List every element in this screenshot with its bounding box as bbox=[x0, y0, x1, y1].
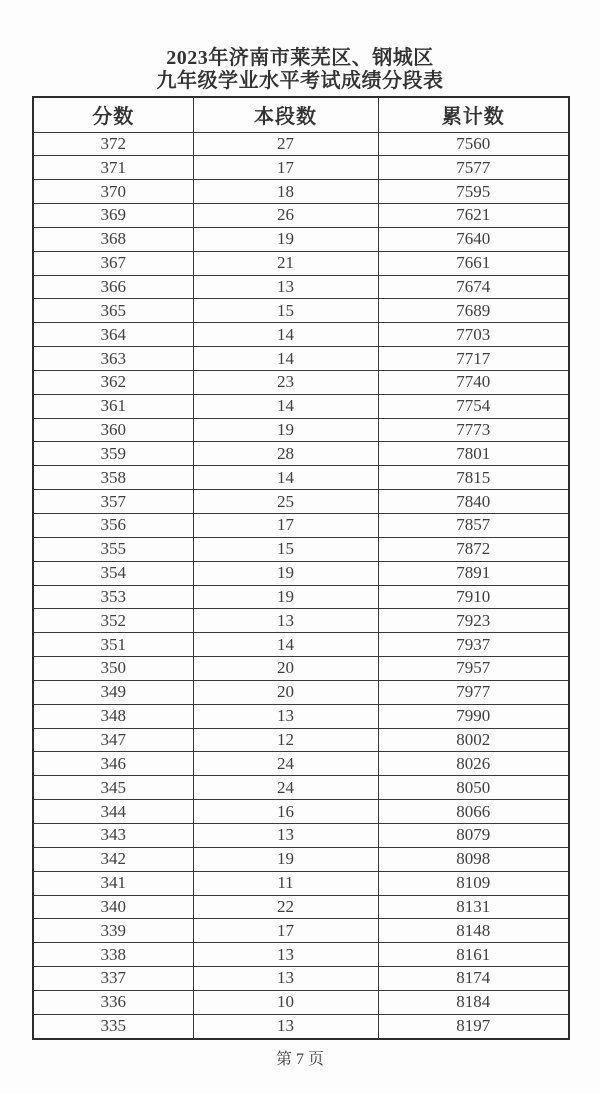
score-cell: 336 bbox=[33, 990, 193, 1014]
score-cell: 354 bbox=[33, 561, 193, 585]
table-row bbox=[33, 132, 569, 156]
score-cell: 371 bbox=[33, 156, 193, 180]
cumulative-count-cell: 7957 bbox=[378, 657, 569, 681]
score-cell: 366 bbox=[33, 275, 193, 299]
table-row bbox=[33, 585, 569, 609]
table-row bbox=[33, 180, 569, 204]
table-row bbox=[33, 752, 569, 776]
table-row bbox=[33, 466, 569, 490]
segment-count-cell: 10 bbox=[193, 990, 378, 1014]
segment-count-cell: 17 bbox=[193, 156, 378, 180]
score-distribution-table bbox=[32, 96, 570, 1040]
table-row bbox=[33, 895, 569, 919]
table-row bbox=[33, 657, 569, 681]
table-row bbox=[33, 633, 569, 657]
header-segment-count: 本段数 bbox=[193, 97, 378, 132]
segment-count-cell: 19 bbox=[193, 227, 378, 251]
cumulative-count-cell: 7923 bbox=[378, 609, 569, 633]
cumulative-count-cell: 8197 bbox=[378, 1014, 569, 1039]
segment-count-cell: 21 bbox=[193, 251, 378, 275]
table-row bbox=[33, 561, 569, 585]
score-cell: 351 bbox=[33, 633, 193, 657]
score-cell: 358 bbox=[33, 466, 193, 490]
cumulative-count-cell: 7773 bbox=[378, 418, 569, 442]
cumulative-count-cell: 8109 bbox=[378, 871, 569, 895]
table-row bbox=[33, 251, 569, 275]
score-cell: 350 bbox=[33, 657, 193, 681]
segment-count-cell: 19 bbox=[193, 418, 378, 442]
segment-count-cell: 25 bbox=[193, 490, 378, 514]
cumulative-count-cell: 7577 bbox=[378, 156, 569, 180]
score-cell: 342 bbox=[33, 847, 193, 871]
segment-count-cell: 13 bbox=[193, 704, 378, 728]
score-cell: 353 bbox=[33, 585, 193, 609]
score-cell: 372 bbox=[33, 132, 193, 156]
cumulative-count-cell: 7801 bbox=[378, 442, 569, 466]
cumulative-count-cell: 7661 bbox=[378, 251, 569, 275]
cumulative-count-cell: 8161 bbox=[378, 943, 569, 967]
score-cell: 355 bbox=[33, 537, 193, 561]
segment-count-cell: 24 bbox=[193, 752, 378, 776]
score-cell: 343 bbox=[33, 823, 193, 847]
segment-count-cell: 14 bbox=[193, 633, 378, 657]
table-row bbox=[33, 967, 569, 991]
table-row bbox=[33, 227, 569, 251]
cumulative-count-cell: 7754 bbox=[378, 394, 569, 418]
segment-count-cell: 28 bbox=[193, 442, 378, 466]
cumulative-count-cell: 8002 bbox=[378, 728, 569, 752]
segment-count-cell: 12 bbox=[193, 728, 378, 752]
table-row bbox=[33, 275, 569, 299]
cumulative-count-cell: 8131 bbox=[378, 895, 569, 919]
segment-count-cell: 17 bbox=[193, 919, 378, 943]
score-cell: 357 bbox=[33, 490, 193, 514]
header-score: 分数 bbox=[33, 97, 193, 132]
table-row bbox=[33, 299, 569, 323]
segment-count-cell: 13 bbox=[193, 823, 378, 847]
segment-count-cell: 17 bbox=[193, 514, 378, 538]
table-row bbox=[33, 514, 569, 538]
cumulative-count-cell: 8174 bbox=[378, 967, 569, 991]
score-cell: 352 bbox=[33, 609, 193, 633]
table-row bbox=[33, 394, 569, 418]
segment-count-cell: 13 bbox=[193, 1014, 378, 1039]
table-body bbox=[33, 132, 569, 1039]
score-cell: 359 bbox=[33, 442, 193, 466]
table-row bbox=[33, 823, 569, 847]
cumulative-count-cell: 7857 bbox=[378, 514, 569, 538]
segment-count-cell: 27 bbox=[193, 132, 378, 156]
score-cell: 362 bbox=[33, 370, 193, 394]
table-row bbox=[33, 347, 569, 371]
title-line-2: 九年级学业水平考试成绩分段表 bbox=[156, 70, 444, 92]
segment-count-cell: 13 bbox=[193, 609, 378, 633]
cumulative-count-cell: 7937 bbox=[378, 633, 569, 657]
score-cell: 367 bbox=[33, 251, 193, 275]
score-cell: 348 bbox=[33, 704, 193, 728]
cumulative-count-cell: 7640 bbox=[378, 227, 569, 251]
score-cell: 361 bbox=[33, 394, 193, 418]
segment-count-cell: 13 bbox=[193, 943, 378, 967]
table-row bbox=[33, 776, 569, 800]
segment-count-cell: 23 bbox=[193, 370, 378, 394]
table-row bbox=[33, 1014, 569, 1039]
score-cell: 365 bbox=[33, 299, 193, 323]
score-cell: 337 bbox=[33, 967, 193, 991]
cumulative-count-cell: 8050 bbox=[378, 776, 569, 800]
cumulative-count-cell: 7990 bbox=[378, 704, 569, 728]
score-cell: 347 bbox=[33, 728, 193, 752]
cumulative-count-cell: 8098 bbox=[378, 847, 569, 871]
table-row bbox=[33, 490, 569, 514]
table-row bbox=[33, 990, 569, 1014]
segment-count-cell: 13 bbox=[193, 967, 378, 991]
segment-count-cell: 15 bbox=[193, 537, 378, 561]
segment-count-cell: 11 bbox=[193, 871, 378, 895]
score-cell: 338 bbox=[33, 943, 193, 967]
cumulative-count-cell: 7740 bbox=[378, 370, 569, 394]
cumulative-count-cell: 7840 bbox=[378, 490, 569, 514]
score-cell: 341 bbox=[33, 871, 193, 895]
segment-count-cell: 19 bbox=[193, 561, 378, 585]
table-row bbox=[33, 156, 569, 180]
cumulative-count-cell: 7689 bbox=[378, 299, 569, 323]
segment-count-cell: 15 bbox=[193, 299, 378, 323]
cumulative-count-cell: 7910 bbox=[378, 585, 569, 609]
segment-count-cell: 22 bbox=[193, 895, 378, 919]
segment-count-cell: 24 bbox=[193, 776, 378, 800]
cumulative-count-cell: 8184 bbox=[378, 990, 569, 1014]
segment-count-cell: 14 bbox=[193, 394, 378, 418]
segment-count-cell: 16 bbox=[193, 800, 378, 824]
table-row bbox=[33, 204, 569, 228]
table-row bbox=[33, 871, 569, 895]
score-cell: 360 bbox=[33, 418, 193, 442]
table-row bbox=[33, 919, 569, 943]
score-cell: 356 bbox=[33, 514, 193, 538]
page-number: 第 7 页 bbox=[275, 1051, 324, 1068]
cumulative-count-cell: 7872 bbox=[378, 537, 569, 561]
cumulative-count-cell: 7815 bbox=[378, 466, 569, 490]
score-cell: 345 bbox=[33, 776, 193, 800]
table-row bbox=[33, 370, 569, 394]
segment-count-cell: 19 bbox=[193, 847, 378, 871]
cumulative-count-cell: 7977 bbox=[378, 680, 569, 704]
cumulative-count-cell: 8079 bbox=[378, 823, 569, 847]
table-row bbox=[33, 800, 569, 824]
table-header-row bbox=[33, 97, 569, 132]
score-cell: 340 bbox=[33, 895, 193, 919]
segment-count-cell: 14 bbox=[193, 466, 378, 490]
table-row bbox=[33, 442, 569, 466]
cumulative-count-cell: 7674 bbox=[378, 275, 569, 299]
cumulative-count-cell: 8148 bbox=[378, 919, 569, 943]
score-cell: 369 bbox=[33, 204, 193, 228]
score-cell: 344 bbox=[33, 800, 193, 824]
score-cell: 370 bbox=[33, 180, 193, 204]
segment-count-cell: 14 bbox=[193, 347, 378, 371]
page-title bbox=[0, 47, 600, 93]
table-row bbox=[33, 728, 569, 752]
table-row bbox=[33, 680, 569, 704]
score-cell: 335 bbox=[33, 1014, 193, 1039]
score-cell: 339 bbox=[33, 919, 193, 943]
cumulative-count-cell: 7717 bbox=[378, 347, 569, 371]
score-cell: 349 bbox=[33, 680, 193, 704]
segment-count-cell: 20 bbox=[193, 657, 378, 681]
segment-count-cell: 18 bbox=[193, 180, 378, 204]
cumulative-count-cell: 7560 bbox=[378, 132, 569, 156]
title-line-1: 2023年济南市莱芜区、钢城区 bbox=[166, 47, 434, 69]
score-cell: 364 bbox=[33, 323, 193, 347]
score-cell: 368 bbox=[33, 227, 193, 251]
cumulative-count-cell: 7621 bbox=[378, 204, 569, 228]
header-cumulative-count: 累计数 bbox=[378, 97, 569, 132]
cumulative-count-cell: 8026 bbox=[378, 752, 569, 776]
cumulative-count-cell: 7595 bbox=[378, 180, 569, 204]
cumulative-count-cell: 7891 bbox=[378, 561, 569, 585]
segment-count-cell: 19 bbox=[193, 585, 378, 609]
segment-count-cell: 13 bbox=[193, 275, 378, 299]
table-row bbox=[33, 323, 569, 347]
score-cell: 346 bbox=[33, 752, 193, 776]
table-row bbox=[33, 418, 569, 442]
segment-count-cell: 26 bbox=[193, 204, 378, 228]
cumulative-count-cell: 7703 bbox=[378, 323, 569, 347]
table-row bbox=[33, 609, 569, 633]
cumulative-count-cell: 8066 bbox=[378, 800, 569, 824]
segment-count-cell: 20 bbox=[193, 680, 378, 704]
table-row bbox=[33, 847, 569, 871]
score-cell: 363 bbox=[33, 347, 193, 371]
table-row bbox=[33, 704, 569, 728]
table-row bbox=[33, 537, 569, 561]
table-row bbox=[33, 943, 569, 967]
segment-count-cell: 14 bbox=[193, 323, 378, 347]
